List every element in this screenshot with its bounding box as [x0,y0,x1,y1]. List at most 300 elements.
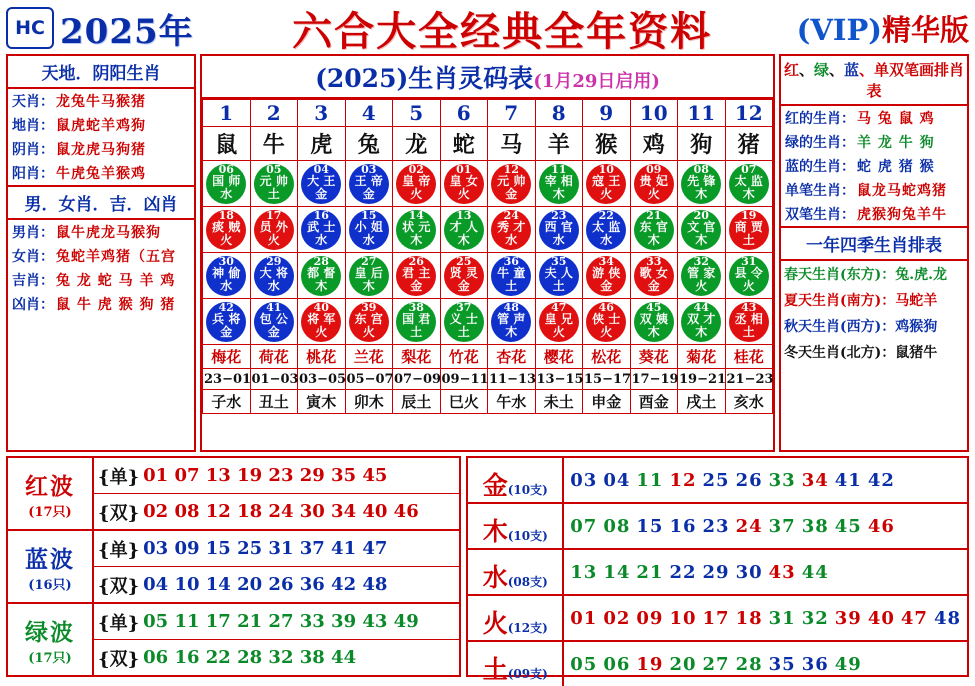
element-number: 41 [834,469,862,491]
season-text: 春天生肖(东方)：兔.虎.龙 [784,267,947,283]
element-number: 35 [768,653,796,675]
left-section-2-rows [8,220,194,316]
zodiac-ball-cell[interactable] [488,253,536,299]
wave-line-even [94,494,459,529]
ball-title: 大 将 [259,265,288,280]
zodiac-ball-cell[interactable] [440,253,488,299]
zodiac-ball-cell[interactable] [393,207,441,253]
zodiac-ball-row [203,299,773,345]
ball-element: 水 [220,278,233,293]
row-value: 鼠龙马蛇鸡猪 [857,183,947,199]
element-panel [466,456,969,684]
ball-number: 40 [313,300,329,314]
zodiac-ball-cell[interactable] [630,253,678,299]
left-row [8,244,194,268]
zodiac-ball-cell[interactable] [298,161,346,207]
zodiac-ball-cell[interactable] [488,207,536,253]
left-row [8,268,194,292]
number-ball[interactable] [634,256,674,296]
zodiac-ball-cell[interactable] [725,161,773,207]
zodiac-ball-cell[interactable] [535,299,583,345]
stem-branch-cell: 亥水 [725,390,773,414]
element-number: 10 [669,607,697,629]
number-ball[interactable] [254,210,294,250]
stem-branch-cell: 寅木 [298,390,346,414]
zodiac-ball-cell[interactable] [203,253,251,299]
stem-branch-cell: 卯木 [345,390,393,414]
zodiac-number-cell: 12 [725,100,773,127]
element-number: 19 [636,653,664,675]
element-number: 08 [603,515,631,537]
element-number: 17 [702,607,730,629]
ball-title: 国 师 [212,173,241,188]
zodiac-ball-cell[interactable] [535,161,583,207]
row-key: 阳肖： [12,166,54,182]
ball-title: 寇 王 [592,173,621,188]
stem-branch-cell: 丑土 [250,390,298,414]
number-ball[interactable] [301,256,341,296]
number-ball[interactable] [681,164,721,204]
element-row [468,504,967,550]
element-count: (10支) [507,483,548,497]
vip-badge-suffix: 精华版 [881,12,969,47]
row-key: 天肖： [12,94,54,110]
element-number: 07 [570,515,598,537]
zodiac-number-cell: 5 [393,100,441,127]
ball-title: 秀 才 [497,219,526,234]
number-ball[interactable] [681,210,721,250]
ball-element: 水 [505,232,518,247]
wave-parity-tag: {双} [98,502,140,524]
left-section-1-rows [8,89,194,185]
ball-number: 04 [313,162,329,176]
ball-title: 牛 童 [497,265,526,280]
zodiac-ball-cell[interactable] [298,299,346,345]
hour-cell: 17−19 [630,369,678,390]
number-ball[interactable] [349,210,389,250]
number-ball[interactable] [729,164,769,204]
zodiac-ball-row [203,253,773,299]
element-number: 05 [570,653,598,675]
zodiac-number-cell: 8 [535,100,583,127]
ball-number: 19 [741,208,757,222]
ball-element: 木 [695,232,708,247]
wave-numbers [94,458,459,529]
element-number-list [564,654,967,675]
flower-cell: 梨花 [393,345,441,369]
wave-numbers [94,604,459,675]
left-panel [6,54,196,452]
number-ball[interactable] [444,256,484,296]
zodiac-ball-cell[interactable] [630,161,678,207]
right-row [781,130,967,154]
ball-title: 夫 人 [544,265,573,280]
zodiac-ball-row [203,161,773,207]
right-title-part: 、 [829,61,845,79]
row-value: 鼠 牛 虎 猴 狗 猪 [56,297,176,313]
zodiac-ball-cell[interactable] [630,299,678,345]
number-ball[interactable] [729,256,769,296]
element-number: 13 [570,561,598,583]
zodiac-ball-cell[interactable] [725,299,773,345]
element-name: 土 [482,655,508,684]
ball-element: 水 [315,232,328,247]
ball-element: 金 [600,278,613,293]
zodiac-ball-cell[interactable] [583,299,631,345]
number-ball[interactable] [206,302,246,342]
zodiac-ball-cell[interactable] [393,253,441,299]
wave-label [8,531,94,602]
zodiac-ball-cell[interactable] [630,207,678,253]
number-ball[interactable] [491,302,531,342]
ball-element: 木 [695,186,708,201]
number-ball[interactable] [254,164,294,204]
number-ball[interactable] [634,210,674,250]
element-number: 01 [570,607,598,629]
zodiac-ball-cell[interactable] [678,253,726,299]
number-ball[interactable] [254,256,294,296]
flower-cell: 菊花 [678,345,726,369]
flower-cell: 荷花 [250,345,298,369]
left-row [8,292,194,316]
right-title-part: 、 [798,61,814,79]
number-ball[interactable] [206,210,246,250]
zodiac-ball-cell[interactable] [440,299,488,345]
zodiac-name-cell: 龙 [393,127,441,161]
number-ball[interactable] [349,302,389,342]
ball-number: 08 [693,162,709,176]
stem-branch-cell: 戌土 [678,390,726,414]
ball-element: 木 [362,278,375,293]
flower-cell: 葵花 [630,345,678,369]
ball-element: 土 [267,186,280,201]
zodiac-ball-cell[interactable] [535,207,583,253]
flower-cell: 松花 [583,345,631,369]
zodiac-ball-cell[interactable] [298,253,346,299]
ball-element: 土 [742,324,755,339]
ball-number: 07 [741,162,757,176]
number-ball[interactable] [539,164,579,204]
wave-line-even [94,640,459,675]
hour-cell: 01−03 [250,369,298,390]
zodiac-ball-cell[interactable] [393,161,441,207]
wave-panel [6,456,461,677]
number-ball[interactable] [349,164,389,204]
ball-title: 员 外 [259,219,288,234]
ball-number: 42 [218,300,234,314]
ball-title: 东 宫 [354,311,383,326]
ball-element: 水 [267,278,280,293]
element-number: 42 [867,469,895,491]
number-ball[interactable] [301,302,341,342]
ball-element: 火 [552,324,565,339]
wave-parity-tag: {双} [98,648,140,670]
flower-cell: 兰花 [345,345,393,369]
ball-title: 歌 女 [639,265,668,280]
hour-cell: 21−23 [725,369,773,390]
hour-cell: 05−07 [345,369,393,390]
wave-parity-tag: {双} [98,575,140,597]
zodiac-number-cell: 9 [583,100,631,127]
flower-cell: 竹花 [440,345,488,369]
stem-branch-cell: 酉金 [630,390,678,414]
zodiac-ball-cell[interactable] [203,299,251,345]
number-ball[interactable] [539,210,579,250]
ball-element: 土 [552,278,565,293]
number-ball[interactable] [444,210,484,250]
ball-element: 金 [505,186,518,201]
number-ball[interactable] [396,164,436,204]
ball-element: 金 [410,278,423,293]
row-key: 女肖： [12,249,54,265]
ball-element: 火 [362,324,375,339]
element-number: 23 [702,515,730,537]
vip-badge-prefix: (VIP) [796,12,882,47]
zodiac-code-table [202,99,773,414]
wave-number-list: 01 07 13 19 23 29 35 45 [143,465,388,486]
ball-number: 02 [408,162,424,176]
number-ball[interactable] [254,302,294,342]
ball-number: 17 [266,208,282,222]
ball-title: 状 元 [402,219,431,234]
zodiac-name-cell: 马 [488,127,536,161]
zodiac-ball-cell[interactable] [488,161,536,207]
number-ball[interactable] [729,302,769,342]
wave-row [8,604,459,675]
zodiac-number-row [203,100,773,127]
ball-title: 包 公 [259,311,288,326]
number-ball[interactable] [491,256,531,296]
number-ball[interactable] [301,164,341,204]
element-number: 20 [669,653,697,675]
zodiac-ball-cell[interactable] [298,207,346,253]
right-title-part: 红 [783,61,799,79]
wave-count: (17只) [28,504,72,520]
number-ball[interactable] [681,302,721,342]
zodiac-ball-cell[interactable] [678,207,726,253]
ball-element: 火 [647,186,660,201]
vip-badge [797,8,969,49]
number-ball[interactable] [634,302,674,342]
flower-cell: 樱花 [535,345,583,369]
left-row [8,113,194,137]
zodiac-ball-cell[interactable] [583,207,631,253]
row-value: 龙兔牛马猴猪 [56,94,146,110]
ball-number: 16 [313,208,329,222]
page-title: 六合大全经典全年资料 [292,7,713,55]
ball-number: 01 [456,162,472,176]
ball-number: 41 [266,300,282,314]
ball-title: 西 官 [544,219,573,234]
flower-cell: 梅花 [203,345,251,369]
wave-number-list: 02 08 12 18 24 30 34 40 46 [143,501,419,522]
ball-number: 38 [408,300,424,314]
zodiac-ball-cell[interactable] [583,253,631,299]
row-key: 地肖： [12,118,54,134]
number-ball[interactable] [206,256,246,296]
number-ball[interactable] [396,210,436,250]
number-ball[interactable] [586,164,626,204]
zodiac-ball-cell[interactable] [345,161,393,207]
wave-row [8,531,459,604]
zodiac-ball-cell[interactable] [725,207,773,253]
element-number: 46 [867,515,895,537]
ball-title: 才 人 [449,219,478,234]
element-name: 木 [482,517,508,546]
zodiac-ball-cell[interactable] [250,207,298,253]
ball-number: 45 [646,300,662,314]
ball-number: 34 [598,254,614,268]
ball-number: 23 [551,208,567,222]
ball-number: 15 [361,208,377,222]
right-panel [779,54,969,452]
number-ball[interactable] [586,256,626,296]
year-label: 2025年 [60,11,194,52]
ball-element: 金 [457,278,470,293]
zodiac-ball-cell[interactable] [250,253,298,299]
element-number: 22 [669,561,697,583]
element-number: 11 [636,469,664,491]
element-row [468,550,967,596]
season-text: 秋天生肖(西方)：鸡猴狗 [784,319,938,335]
wave-parity-tag: {单} [98,466,140,488]
number-ball[interactable] [586,302,626,342]
element-number: 12 [669,469,697,491]
wave-parity-tag: {单} [98,539,140,561]
ball-title: 双 才 [687,311,716,326]
wave-label [8,604,94,675]
number-ball[interactable] [539,256,579,296]
number-ball[interactable] [301,210,341,250]
hour-cell: 13−15 [535,369,583,390]
ball-number: 47 [551,300,567,314]
number-ball[interactable] [681,256,721,296]
zodiac-ball-cell[interactable] [393,299,441,345]
right-section-1-rows [781,106,967,226]
number-ball[interactable] [206,164,246,204]
ball-title: 先 锋 [687,173,716,188]
ball-element: 木 [410,232,423,247]
wave-count: (16只) [28,577,72,593]
hour-cell: 19−21 [678,369,726,390]
stem-branch-cell: 辰土 [393,390,441,414]
ball-title: 太 监 [734,173,763,188]
element-number: 18 [735,607,763,629]
element-number: 16 [669,515,697,537]
element-number: 29 [702,561,730,583]
ball-title: 贤 灵 [449,265,478,280]
element-label [468,504,564,548]
ball-element: 火 [600,324,613,339]
zodiac-ball-cell[interactable] [250,161,298,207]
element-number-list [564,470,967,491]
zodiac-ball-cell[interactable] [203,207,251,253]
ball-number: 24 [503,208,519,222]
zodiac-name-cell: 鼠 [203,127,251,161]
zodiac-table-title-sub: (1月29日启用) [533,71,660,92]
zodiac-name-cell: 狗 [678,127,726,161]
number-ball[interactable] [396,256,436,296]
ball-title: 武 士 [307,219,336,234]
zodiac-ball-cell[interactable] [583,161,631,207]
element-number: 25 [702,469,730,491]
hour-cell: 09−11 [440,369,488,390]
ball-element: 土 [410,324,423,339]
element-number: 49 [834,653,862,675]
element-label [468,596,564,640]
site-logo-icon: HC [6,7,54,49]
ball-element: 火 [742,278,755,293]
element-row [468,642,967,686]
number-ball[interactable] [396,302,436,342]
row-value: 虎猴狗兔羊牛 [857,207,947,223]
zodiac-ball-cell[interactable] [535,253,583,299]
wave-count: (17只) [28,650,72,666]
number-ball[interactable] [349,256,389,296]
zodiac-ball-cell[interactable] [345,299,393,345]
zodiac-ball-cell[interactable] [678,161,726,207]
ball-number: 05 [266,162,282,176]
ball-element: 木 [457,232,470,247]
zodiac-code-table-panel [200,54,775,452]
zodiac-ball-cell[interactable] [345,253,393,299]
zodiac-ball-cell[interactable] [725,253,773,299]
stem-branch-cell: 子水 [203,390,251,414]
number-ball[interactable] [729,210,769,250]
left-section-2-title: 男．女肖．吉．凶肖 [8,187,194,220]
wave-number-list: 06 16 22 28 32 38 44 [143,647,357,668]
zodiac-ball-cell[interactable] [203,161,251,207]
zodiac-ball-cell[interactable] [440,161,488,207]
number-ball[interactable] [634,164,674,204]
row-value: 羊 龙 牛 狗 [857,135,935,151]
element-number: 24 [735,515,763,537]
zodiac-number-cell: 3 [298,100,346,127]
left-row [8,137,194,161]
flower-cell: 桂花 [725,345,773,369]
ball-number: 03 [361,162,377,176]
right-row [781,106,967,130]
ball-number: 20 [693,208,709,222]
zodiac-ball-cell[interactable] [678,299,726,345]
zodiac-ball-cell[interactable] [440,207,488,253]
row-value: 鼠牛虎龙马猴狗 [56,225,161,241]
number-ball[interactable] [444,302,484,342]
ball-number: 26 [408,254,424,268]
stem-branch-cell: 午水 [488,390,536,414]
ball-element: 火 [220,232,233,247]
ball-title: 王 帝 [354,173,383,188]
number-ball[interactable] [444,164,484,204]
zodiac-ball-cell[interactable] [250,299,298,345]
zodiac-ball-cell[interactable] [488,299,536,345]
ball-title: 大 王 [307,173,336,188]
ball-title: 贵 妃 [639,173,668,188]
element-number: 33 [768,469,796,491]
ball-number: 13 [456,208,472,222]
zodiac-ball-cell[interactable] [345,207,393,253]
ball-number: 39 [361,300,377,314]
ball-element: 木 [505,324,518,339]
number-ball[interactable] [586,210,626,250]
number-ball[interactable] [491,164,531,204]
number-ball[interactable] [539,302,579,342]
zodiac-number-cell: 2 [250,100,298,127]
number-ball[interactable] [491,210,531,250]
left-section-1-title: 天地．阴阳生肖 [8,56,194,89]
row-key: 绿的生肖： [785,135,855,151]
ball-title: 皇 后 [354,265,383,280]
